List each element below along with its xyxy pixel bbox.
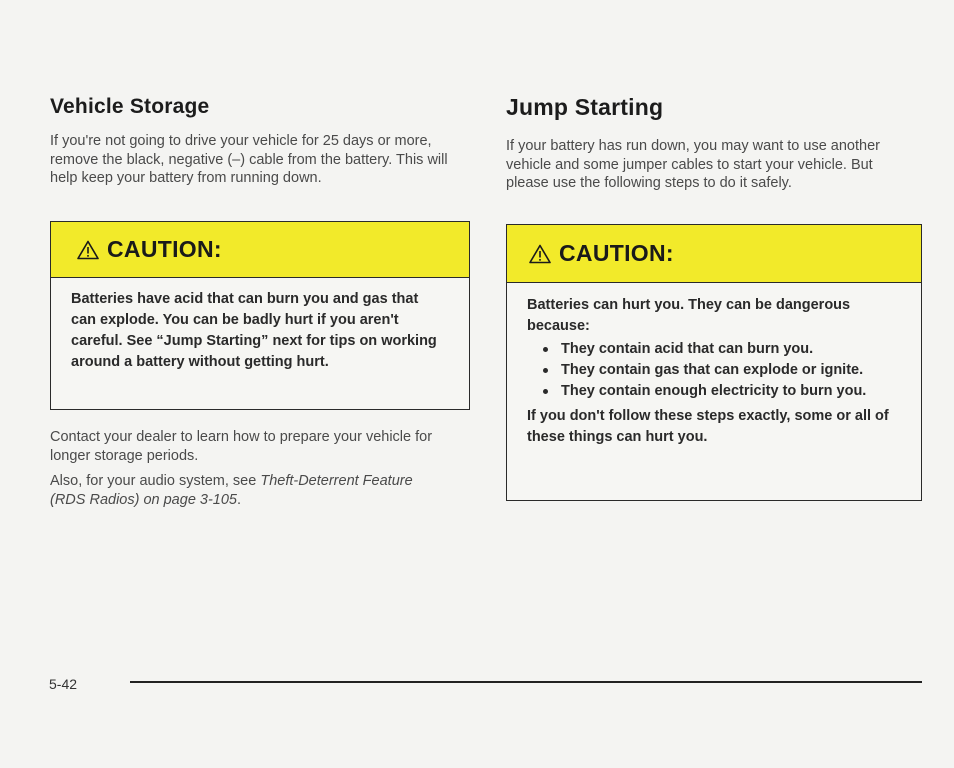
caution-body (507, 283, 921, 448)
warning-triangle-icon (529, 244, 551, 264)
caution-final: If you don't follow these steps exactly, some or all of these things can hurt you. (527, 408, 889, 445)
page-number: 5-42 (49, 676, 78, 692)
audio-system-text (50, 472, 450, 509)
jump-starting-heading: Jump Starting (506, 94, 664, 120)
bullet-icon (543, 389, 548, 394)
caution-header (507, 225, 921, 283)
audio-reference-link: Theft-Deterrent Feature (RDS Radios) on page 3-105 (50, 473, 413, 508)
caution-header (51, 222, 469, 278)
caution-title: CAUTION: (559, 240, 674, 266)
storage-dealer-text: Contact your dealer to learn how to prepare your vehicle for longer storage periods. (50, 429, 433, 464)
caution-bullet-list (527, 339, 895, 402)
bullet-text: They contain gas that can explode or ignite. (561, 362, 864, 378)
audio-suffix: . (237, 491, 242, 508)
caution-text: Batteries have acid that can burn you and gas that can explode. You can be badly hurt if you aren't careful. See “Jump Starting” next for tips on working around a battery without getting hurt. (71, 291, 437, 370)
jump-starting-intro: If your battery has run down, you may want to use another vehicle and some jumper cables to start your vehicle. But please use the following steps to do it safely. (506, 138, 880, 191)
list-item (541, 339, 895, 360)
bullet-text: They contain enough electricity to burn you. (561, 383, 867, 399)
list-item (541, 360, 895, 381)
caution-body (51, 278, 469, 373)
list-item (541, 381, 895, 402)
caution-box (50, 221, 470, 410)
caution-box (506, 224, 922, 501)
bullet-icon (543, 368, 548, 373)
caution-title: CAUTION: (107, 236, 222, 262)
vehicle-storage-heading: Vehicle Storage (50, 95, 210, 118)
warning-triangle-icon (77, 240, 99, 260)
bullet-icon (543, 347, 548, 352)
bullet-text: They contain acid that can burn you. (561, 341, 814, 357)
audio-prefix: Also, for your audio system, see (50, 473, 261, 489)
caution-lead: Batteries can hurt you. They can be dangerous because: (527, 297, 851, 334)
footer-rule (130, 681, 922, 683)
vehicle-storage-intro: If you're not going to drive your vehicle for 25 days or more, remove the black, negative (–) cable from the battery. This will help keep your battery from running down. (50, 133, 448, 186)
